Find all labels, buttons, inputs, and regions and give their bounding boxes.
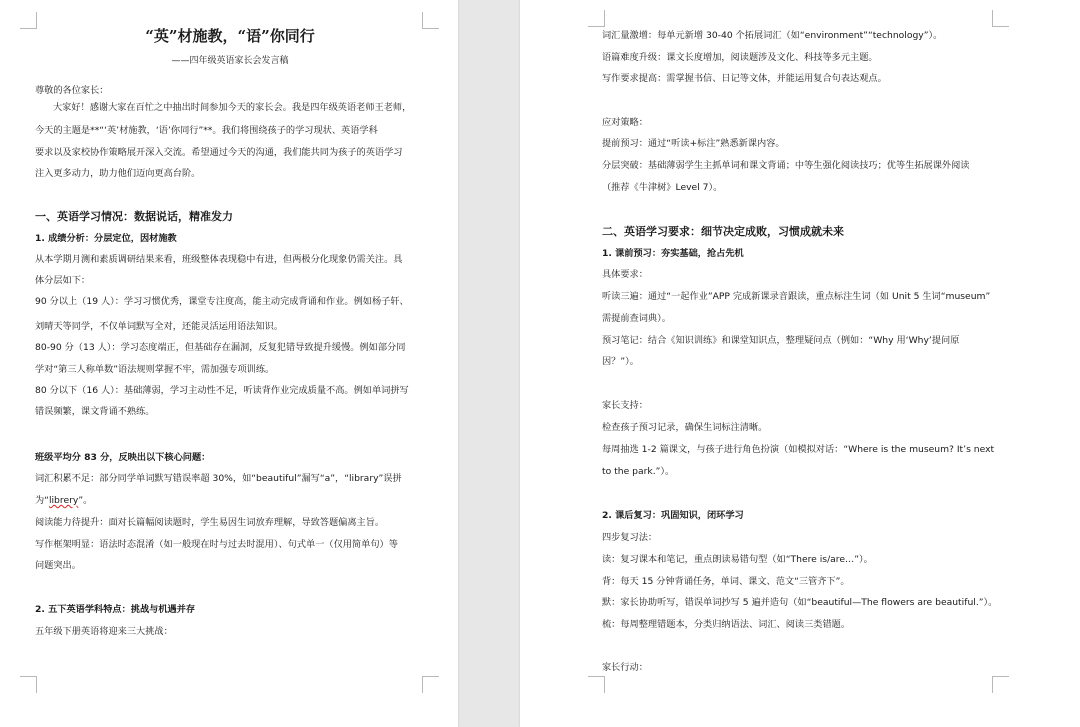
body-line: 80-90 分（13 人）：学习态度端正，但基础存在漏洞，反复犯错导致提升缓慢。例如部分同 <box>35 342 406 353</box>
body-line: 提前预习：通过“听读+标注”熟悉新课内容。 <box>602 138 785 149</box>
text-run: 为“ <box>35 495 49 506</box>
body-line: to the park.”）。 <box>602 466 675 477</box>
margin-mark-bottom-right <box>992 676 1009 693</box>
margin-mark-bottom-right <box>422 676 439 693</box>
misspelled-word[interactable]: librery <box>48 495 79 506</box>
body-line: 听读三遍：通过“一起作业”APP 完成新课录音跟读，重点标注生词（如 Unit 5 生词“museum” <box>602 291 991 302</box>
margin-mark-top-left <box>20 12 37 29</box>
body-line: 语篇难度升级：课文长度增加，阅读题涉及文化、科技等多元主题。 <box>602 52 878 63</box>
document-subtitle: ——四年级英语家长会发言稿 <box>171 56 289 66</box>
body-line: 五年级下册英语将迎来三大挑战： <box>35 626 173 637</box>
subsection-heading: 1. 课前预习：夯实基础，抢占先机 <box>602 248 744 259</box>
body-line: 词汇积累不足：部分同学单词默写错误率超 30%，如“beautiful”漏写“a”，“library”误拼 <box>35 473 402 484</box>
body-line: 体分层如下： <box>35 275 91 286</box>
document-page-right <box>520 0 1080 727</box>
subsection-heading: 2. 五下英语学科特点：挑战与机遇并存 <box>35 604 196 615</box>
body-line: 梳：每周整理错题本，分类归纳语法、词汇、阅读三类错题。 <box>602 619 851 630</box>
body-line: 默：家长协助听写，错误单词抄写 5 遍并造句（如“beautiful—The flowers are beautiful.”）。 <box>602 597 998 608</box>
strategy-heading: 应对策略： <box>602 117 648 128</box>
intro-line: 今天的主题是**“‘英’材施教，‘语’你同行”**。我们将围绕孩子的学习现状、英语学科 <box>35 125 378 136</box>
margin-mark-bottom-left <box>588 676 605 693</box>
parent-action-heading: 家长行动： <box>602 662 648 673</box>
body-line: 读：复习课本和笔记，重点朗读易错句型（如“There is/are…”）。 <box>602 554 873 565</box>
section-heading: 一、英语学习情况：数据说话，精准发力 <box>35 210 233 223</box>
text-run: ”。 <box>78 495 93 506</box>
body-line: 写作框架明显：语法时态混淆（如一般现在时与过去时混用）、句式单一（仅用简单句）等 <box>35 539 398 550</box>
body-line: 错误频繁，课文背诵不熟练。 <box>35 406 155 417</box>
body-line: 80 分以下（16 人）：基础薄弱，学习主动性不足，听读背作业完成质量不高。例如单词拼写 <box>35 385 409 396</box>
body-line: 从本学期月测和素质调研结果来看，班级整体表现稳中有进，但两极分化现象仍需关注。具 <box>35 254 403 265</box>
intro-line: 注入更多动力，助力他们迈向更高台阶。 <box>35 168 201 179</box>
body-line: 预习笔记：结合《知识训练》和课堂知识点，整理疑问点（例如：“Why 用‘Why’提问原 <box>602 335 960 346</box>
body-line: 因？”）。 <box>602 356 639 367</box>
body-line: 四步复习法： <box>602 532 658 543</box>
body-line: 词汇量激增：每单元新增 30-40 个拓展词汇（如“environment”“technology”）。 <box>602 30 943 41</box>
body-line: 问题突出。 <box>35 560 81 571</box>
margin-mark-bottom-left <box>20 676 37 693</box>
intro-line: 要求以及家校协作策略展开深入交流。希望通过今天的沟通，我们能共同为孩子的英语学习 <box>35 147 403 158</box>
document-page-left <box>0 0 458 727</box>
intro-line: 大家好！感谢大家在百忙之中抽出时间参加今天的家长会。我是四年级英语老师王老师， <box>53 102 412 113</box>
margin-mark-top-left <box>588 10 605 27</box>
body-line: 学对“第三人称单数”语法规则掌握不牢，需加强专项训练。 <box>35 364 275 375</box>
body-line: 90 分以上（19 人）：学习习惯优秀，课堂专注度高，能主动完成背诵和作业。例如杨子轩、 <box>35 296 409 307</box>
subsection-heading: 1. 成绩分析：分层定位，因材施教 <box>35 233 177 244</box>
body-line: 写作要求提高：需掌握书信、日记等文体，并能运用复合句表达观点。 <box>602 73 887 84</box>
greeting: 尊敬的各位家长： <box>35 85 109 96</box>
body-line: 检查孩子预习记录，确保生词标注清晰。 <box>602 422 768 433</box>
margin-mark-top-right <box>992 10 1009 27</box>
body-line: 背：每天 15 分钟背诵任务，单词、课文、范文“三管齐下”。 <box>602 576 850 587</box>
margin-mark-top-right <box>422 12 439 29</box>
average-score-heading: 班级平均分 83 分，反映出以下核心问题： <box>35 452 211 463</box>
body-line: 阅读能力待提升：面对长篇幅阅读题时，学生易因生词放弃理解，导致答题偏离主旨。 <box>35 517 385 528</box>
section-heading: 二、英语学习要求：细节决定成败，习惯成就未来 <box>602 225 844 238</box>
parent-support-heading: 家长支持： <box>602 400 648 411</box>
body-line: 需提前查词典）。 <box>602 313 671 324</box>
subsection-heading: 2. 课后复习：巩固知识，闭环学习 <box>602 510 744 521</box>
body-line: 刘晴天等同学，不仅单词默写全对，还能灵活运用语法知识。 <box>35 321 284 332</box>
body-line: 具体要求： <box>602 269 648 280</box>
body-line <box>35 495 92 507</box>
body-line: 每周抽选 1-2 篇课文，与孩子进行角色扮演（如模拟对话：“Where is the museum? It’s next <box>602 444 995 455</box>
document-title: “英”材施教，“语”你同行 <box>145 27 315 45</box>
body-line: （推荐《牛津树》Level 7）。 <box>602 182 723 193</box>
body-line: 分层突破：基础薄弱学生主抓单词和课文背诵；中等生强化阅读技巧；优等生拓展课外阅读 <box>602 160 970 171</box>
